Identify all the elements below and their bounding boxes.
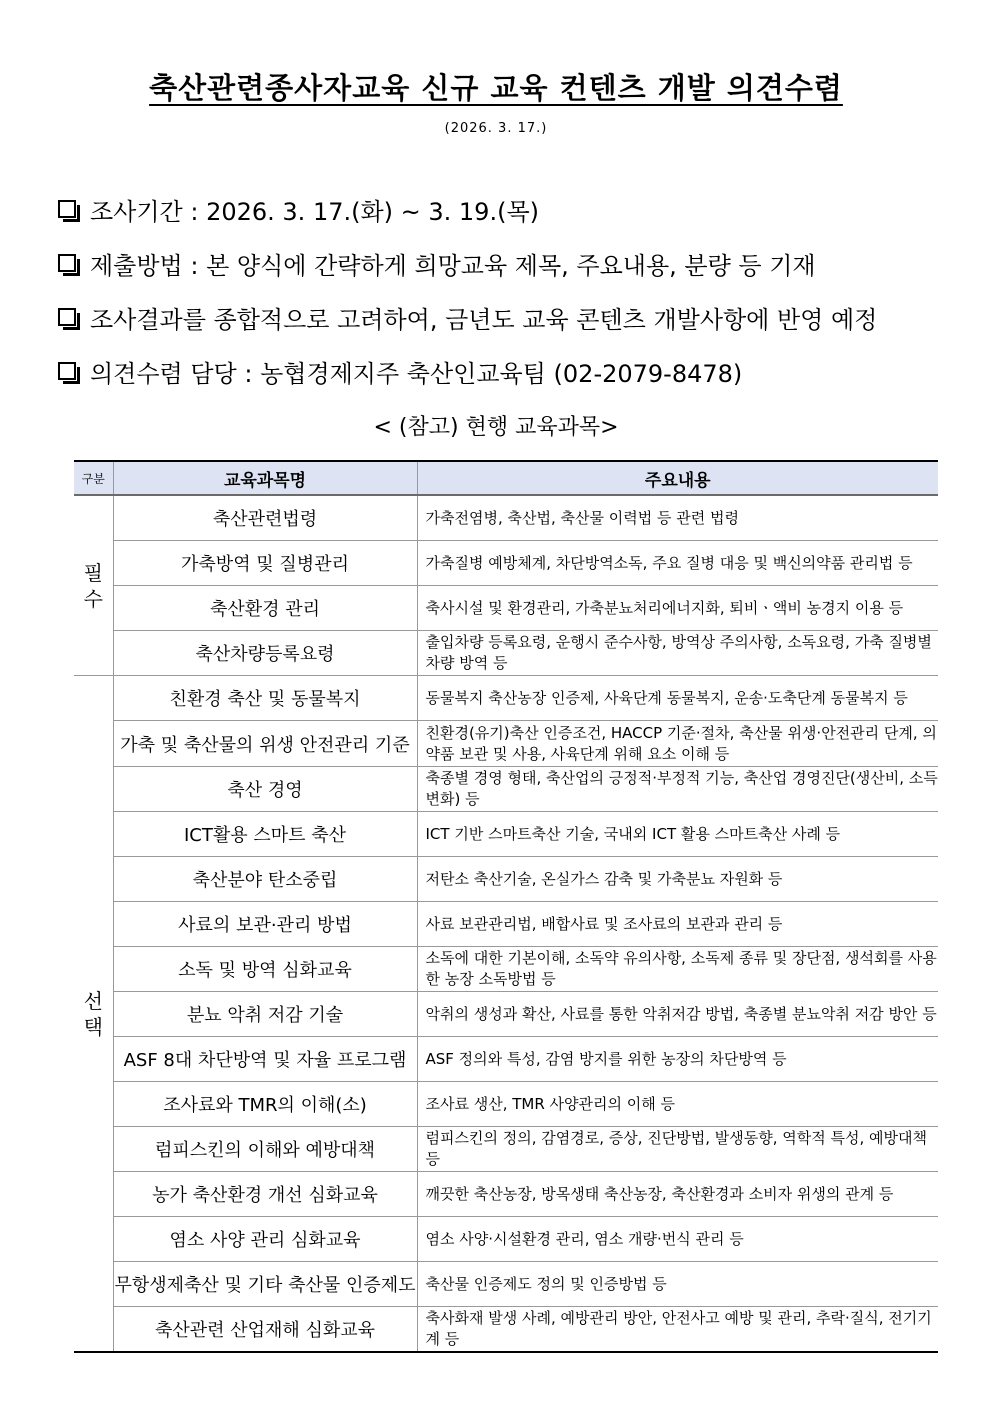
table-row xyxy=(74,1217,938,1262)
header-category: 구분 xyxy=(74,461,113,495)
bullet-survey-period xyxy=(58,182,958,236)
content-cell: 친환경(유기)축산 인증조건, HACCP 기준·절차, 축산물 위생·안전관리 단계, 의약품 보관 및 사용, 사육단계 위해 요소 이해 등 xyxy=(417,721,938,767)
bullet-result-usage xyxy=(58,290,958,344)
table-caption: < (참고) 현행 교육과목> xyxy=(373,415,619,440)
survey-info-list xyxy=(58,182,958,398)
bullet-submission-method xyxy=(58,236,958,290)
subject-cell: 축산 경영 xyxy=(113,767,417,812)
table-row xyxy=(74,947,938,992)
subject-cell: 분뇨 악취 저감 기술 xyxy=(113,992,417,1037)
category-label: 선택 xyxy=(83,988,103,1039)
content-cell: 조사료 생산, TMR 사양관리의 이해 등 xyxy=(417,1082,938,1127)
content-cell: 가축전염병, 축산법, 축산물 이력법 등 관련 법령 xyxy=(417,495,938,541)
table-row xyxy=(74,1127,938,1172)
subject-cell: ASF 8대 차단방역 및 자율 프로그램 xyxy=(113,1037,417,1082)
content-cell: 출입차량 등록요령, 운행시 준수사항, 방역상 주의사항, 소독요령, 가축 질병별 차량 방역 등 xyxy=(417,631,938,676)
content-cell: 동물복지 축산농장 인증제, 사육단계 동물복지, 운송·도축단계 동물복지 등 xyxy=(417,676,938,721)
content-cell: 축산물 인증제도 정의 및 인증방법 등 xyxy=(417,1262,938,1307)
table-header-row xyxy=(74,461,938,495)
content-cell: 악취의 생성과 확산, 사료를 통한 악취저감 방법, 축종별 분뇨악취 저감 방안 등 xyxy=(417,992,938,1037)
table-row xyxy=(74,902,938,947)
table-row xyxy=(74,767,938,812)
subject-cell: 가축방역 및 질병관리 xyxy=(113,541,417,586)
table-row xyxy=(74,1307,938,1353)
document-date: (2026. 3. 17.) xyxy=(444,121,548,136)
category-label: 필수 xyxy=(83,560,103,611)
subject-cell: 축산관련 산업재해 심화교육 xyxy=(113,1307,417,1353)
table-row xyxy=(74,541,938,586)
subject-cell: 무항생제축산 및 기타 축산물 인증제도 xyxy=(113,1262,417,1307)
bullet-text: 조사결과를 종합적으로 고려하여, 금년도 교육 콘텐츠 개발사항에 반영 예정 xyxy=(90,305,878,334)
content-cell: 축사화재 발생 사례, 예방관리 방안, 안전사고 예방 및 관리, 추락·질식, 전기기계 등 xyxy=(417,1307,938,1353)
table-row xyxy=(74,1037,938,1082)
checkbox-bullet-icon xyxy=(58,200,76,218)
table-row xyxy=(74,586,938,631)
bullet-text: 의견수렴 담당 : 농협경제지주 축산인교육팀 (02-2079-8478) xyxy=(90,359,743,388)
table-row xyxy=(74,992,938,1037)
table-row xyxy=(74,676,938,721)
table-body xyxy=(74,495,938,1352)
document-title: 축산관련종사자교육 신규 교육 컨텐츠 개발 의견수렴 xyxy=(149,71,843,105)
category-cell xyxy=(74,676,113,1353)
subject-cell: 축산분야 탄소중립 xyxy=(113,857,417,902)
header-content: 주요내용 xyxy=(417,461,938,495)
content-cell: 축사시설 및 환경관리, 가축분뇨처리에너지화, 퇴비ㆍ액비 농경지 이용 등 xyxy=(417,586,938,631)
course-table xyxy=(74,460,938,1353)
subject-cell: 조사료와 TMR의 이해(소) xyxy=(113,1082,417,1127)
subject-cell: 농가 축산환경 개선 심화교육 xyxy=(113,1172,417,1217)
content-cell: 깨끗한 축산농장, 방목생태 축산농장, 축산환경과 소비자 위생의 관계 등 xyxy=(417,1172,938,1217)
content-cell: 사료 보관관리법, 배합사료 및 조사료의 보관과 관리 등 xyxy=(417,902,938,947)
category-cell xyxy=(74,495,113,676)
bullet-contact xyxy=(58,344,958,398)
content-cell: 염소 사양·시설환경 관리, 염소 개량·번식 관리 등 xyxy=(417,1217,938,1262)
subject-cell: 소독 및 방역 심화교육 xyxy=(113,947,417,992)
subject-cell: 축산관련법령 xyxy=(113,495,417,541)
table-row xyxy=(74,857,938,902)
subject-cell: 염소 사양 관리 심화교육 xyxy=(113,1217,417,1262)
subject-cell: 사료의 보관·관리 방법 xyxy=(113,902,417,947)
table-row xyxy=(74,721,938,767)
content-cell: 소독에 대한 기본이해, 소독약 유의사항, 소독제 종류 및 장단점, 생석회를 사용한 농장 소독방법 등 xyxy=(417,947,938,992)
content-cell: 럼피스킨의 정의, 감염경로, 증상, 진단방법, 발생동향, 역학적 특성, 예방대책 등 xyxy=(417,1127,938,1172)
checkbox-bullet-icon xyxy=(58,254,76,272)
content-cell: ASF 정의와 특성, 감염 방지를 위한 농장의 차단방역 등 xyxy=(417,1037,938,1082)
subject-cell: ICT활용 스마트 축산 xyxy=(113,812,417,857)
checkbox-bullet-icon xyxy=(58,362,76,380)
table-row xyxy=(74,495,938,541)
table-row xyxy=(74,631,938,676)
table-row xyxy=(74,1262,938,1307)
subject-cell: 가축 및 축산물의 위생 안전관리 기준 xyxy=(113,721,417,767)
checkbox-bullet-icon xyxy=(58,308,76,326)
table-row xyxy=(74,812,938,857)
content-cell: 저탄소 축산기술, 온실가스 감축 및 가축분뇨 자원화 등 xyxy=(417,857,938,902)
subject-cell: 럼피스킨의 이해와 예방대책 xyxy=(113,1127,417,1172)
content-cell: 축종별 경영 형태, 축산업의 긍정적·부정적 기능, 축산업 경영진단(생산비, 소득변화) 등 xyxy=(417,767,938,812)
table-row xyxy=(74,1082,938,1127)
subject-cell: 축산환경 관리 xyxy=(113,586,417,631)
content-cell: ICT 기반 스마트축산 기술, 국내외 ICT 활용 스마트축산 사례 등 xyxy=(417,812,938,857)
bullet-text: 제출방법 : 본 양식에 간략하게 희망교육 제목, 주요내용, 분량 등 기재 xyxy=(90,251,816,280)
subject-cell: 축산차량등록요령 xyxy=(113,631,417,676)
header-subject: 교육과목명 xyxy=(113,461,417,495)
subject-cell: 친환경 축산 및 동물복지 xyxy=(113,676,417,721)
bullet-text: 조사기간 : 2026. 3. 17.(화) ~ 3. 19.(목) xyxy=(90,197,539,226)
table-row xyxy=(74,1172,938,1217)
content-cell: 가축질병 예방체계, 차단방역소독, 주요 질병 대응 및 백신의약품 관리법 등 xyxy=(417,541,938,586)
